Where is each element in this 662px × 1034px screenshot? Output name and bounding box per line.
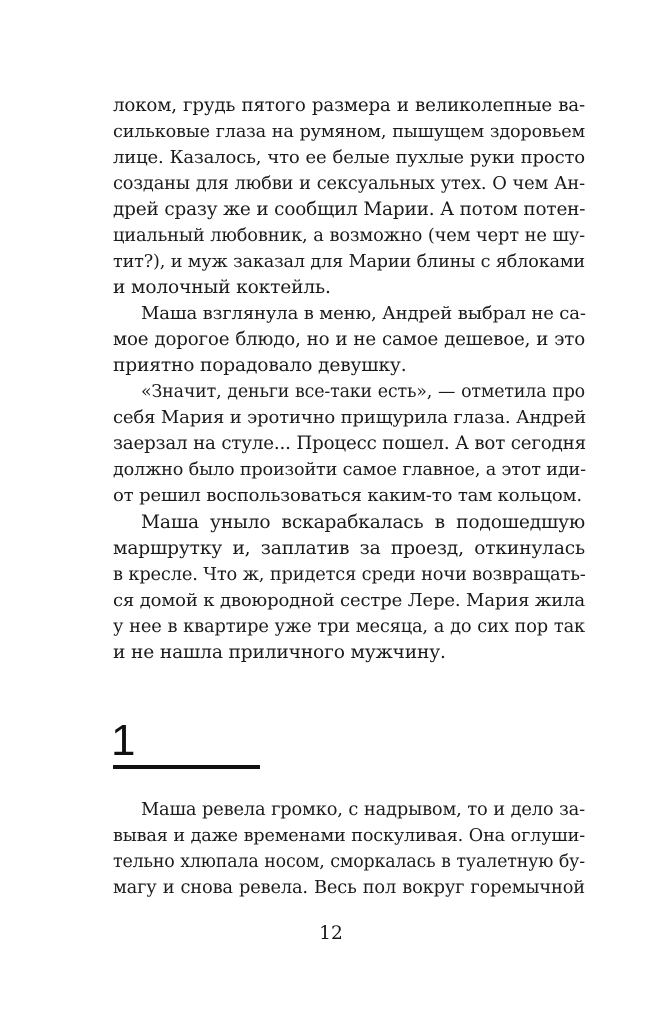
text-line: приятно порадовало девушку. (113, 355, 407, 376)
text-line: тит?), и муж заказал для Марии блины с яблоками (113, 252, 585, 272)
text-line: у нее в квартире уже три месяца, а до сих пор так (113, 616, 585, 637)
text-line: дрей сразу же и сообщил Марии. А потом потен- (113, 199, 586, 220)
text-line: лице. Казалось, что ее белые пухлые руки просто (113, 147, 585, 168)
chapter-divider (113, 765, 260, 769)
text-line: Маша ревела громко, с надрывом, то и дело за- (141, 799, 585, 820)
text-line: и не нашла приличного мужчину. (113, 642, 446, 663)
text-line: созданы для любви и сексуальных утех. О чем Ан- (113, 173, 585, 194)
text-line: «Значит, деньги все-таки есть», — отметила про (141, 382, 585, 402)
text-line: в кресле. Что ж, придется среди ночи возвращать- (113, 564, 586, 585)
text-line: тельно хлюпала носом, сморкалась в туалетную бу- (113, 852, 585, 872)
text-line: от решил воспользоваться каким-то там кольцом. (113, 485, 582, 506)
chapter-number: 1 (111, 716, 136, 765)
text-line: магу и снова ревела. Весь пол вокруг горемычной (113, 877, 585, 898)
text-line: Маша взглянула в меню, Андрей выбрал не са- (141, 303, 586, 324)
text-line: мое дорогое блюдо, но и не самое дешевое, и это (113, 329, 585, 350)
text-line: локом, грудь пятого размера и великолепные ва- (113, 95, 585, 116)
text-line: и молочный коктейль. (113, 277, 331, 298)
text-line: циальный любовник, а возможно (чем черт не шу- (113, 225, 585, 246)
text-line: себя Мария и эротично прищурила глаза. Андрей (113, 407, 586, 428)
text-line: сильковые глаза на румяном, пышущем здоровьем (113, 122, 585, 142)
page-number: 12 (319, 923, 343, 944)
text-line: ся домой к двоюродной сестре Лере. Мария жила (113, 590, 586, 611)
text-line: должно было произойти самое главное, а этот иди- (113, 460, 586, 480)
text-line: вывая и даже временами поскуливая. Она оглуши- (113, 826, 585, 846)
text-line: заерзал на стуле... Процесс пошел. А вот сегодня (113, 433, 586, 454)
text-line: Маша уныло вскарабкалась в подошедшую (141, 512, 585, 533)
text-line: маршрутку и, заплатив за проезд, откинулась (113, 538, 585, 559)
